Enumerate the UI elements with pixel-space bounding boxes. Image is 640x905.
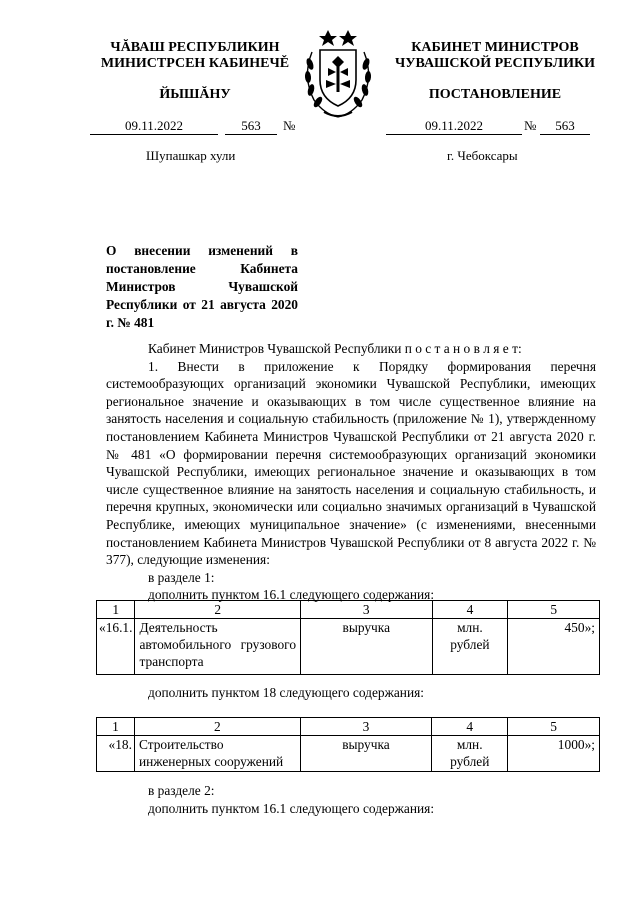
row-activity: Строительство инженерных сооружений [134, 736, 300, 772]
right-date: 09.11.2022 [386, 118, 522, 135]
chuvash-emblem-icon [298, 22, 378, 122]
col-header-5: 5 [508, 601, 600, 619]
add-16-1-label: дополнить пунктом 16.1 следующего содержания: [148, 587, 435, 603]
row-activity: Деятельность автомобильного грузового транспорта [135, 619, 301, 675]
header-left-doctype: ЙЫШĂНУ [159, 87, 231, 102]
right-city: г. Чебоксары [447, 148, 518, 163]
table-18 [96, 717, 600, 772]
right-number: 563 [540, 118, 590, 135]
row-indicator: выручка [300, 736, 432, 772]
document-body [106, 340, 596, 604]
header-right-line1: КАБИНЕТ МИНИСТРОВ [411, 40, 579, 55]
col-header-5: 5 [508, 718, 600, 736]
col-header-2: 2 [135, 601, 301, 619]
document-title: О внесении изменений в постановление Кабинета Министров Чувашской Республики от 21 августа 2020 г. № 481 [106, 243, 298, 330]
row-number: «16.1. [97, 619, 135, 675]
paragraph-1: 1. Внести в приложение к Порядку формирования перечня системообразующих организаций экономики Чувашской Республики, имеющих региональное значение и оказывающих в том числе существенное влияние на занятость населения и социальную стабильность (приложение № 1), утвержденному постановлением Кабинета Министров Чувашской Республики от 21 августа 2020 г. № 481 «О формировании перечня системообразующих организаций экономики Чувашской Республики, имеющих региональное значение и оказывающих в том числе существенное влияние на занятость населения и социальную стабильность, и перечня крупных, экономически или социально значимых организаций в Чувашской Республике, имеющих муниципальное значение» (с изменениями, внесенными постановлением Кабинета Министров Чувашской Республики от 8 августа 2022 г. № 377), следующие изменения: [106, 358, 596, 568]
header-left-line1: ЧĂВАШ РЕСПУБЛИКИН [110, 40, 280, 55]
left-date: 09.11.2022 [90, 118, 218, 135]
header-right [370, 40, 620, 72]
col-header-2: 2 [134, 718, 300, 736]
col-header-3: 3 [300, 718, 432, 736]
col-header-3: 3 [301, 601, 432, 619]
left-number-sign: № [283, 118, 296, 133]
section-1-label: в разделе 1: [148, 569, 215, 585]
add-16-1-label-2: дополнить пунктом 16.1 следующего содержания: [148, 801, 435, 816]
table-16-1 [96, 600, 600, 675]
col-header-4: 4 [432, 601, 508, 619]
row-value: 1000»; [508, 736, 600, 772]
row-value: 450»; [508, 619, 600, 675]
header-left [70, 40, 320, 72]
row-indicator: выручка [301, 619, 432, 675]
left-number: 563 [225, 118, 277, 135]
row-unit: млн. рублей [432, 736, 508, 772]
row-number: «18. [97, 736, 135, 772]
col-header-1: 1 [97, 718, 135, 736]
col-header-4: 4 [432, 718, 508, 736]
header-right-line2: ЧУВАШСКОЙ РЕСПУБЛИКИ [394, 56, 596, 71]
header-right-doctype: ПОСТАНОВЛЕНИЕ [428, 87, 562, 102]
header-left-line2: МИНИСТРСЕН КАБИНЕЧĚ [100, 56, 290, 71]
add-18-label: дополнить пунктом 18 следующего содержания: [148, 685, 425, 700]
right-number-sign: № [524, 118, 537, 133]
row-unit: млн. рублей [432, 619, 508, 675]
intro-paragraph: Кабинет Министров Чувашской Республики п о с т а н о в л я е т: [148, 341, 522, 356]
left-city: Шупашкар хули [146, 148, 236, 163]
section-2-label: в разделе 2: [148, 783, 215, 798]
col-header-1: 1 [97, 601, 135, 619]
